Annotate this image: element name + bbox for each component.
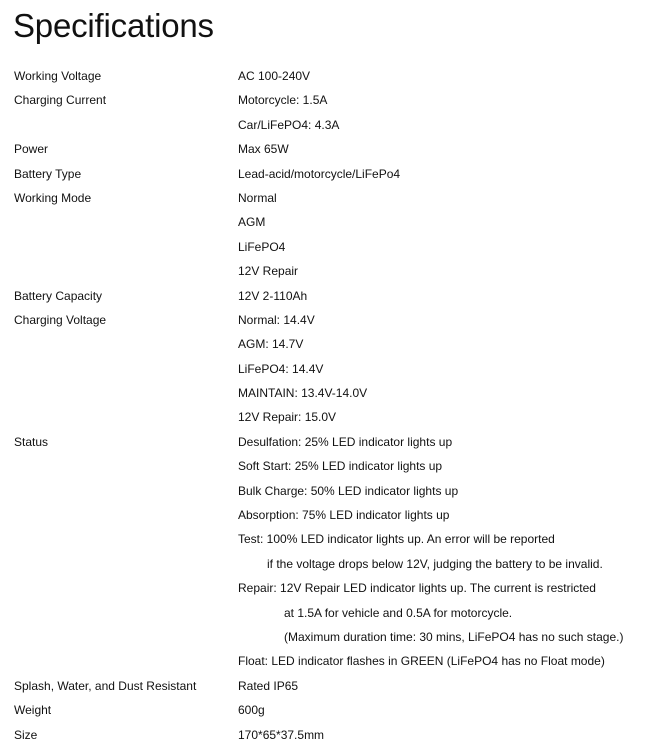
spec-label: Size bbox=[14, 727, 38, 742]
spec-row-charging-voltage-cont bbox=[0, 381, 646, 405]
spec-row-charging-voltage-cont bbox=[0, 357, 646, 381]
spec-label: Working Voltage bbox=[14, 69, 102, 83]
spec-row-status-cont bbox=[0, 625, 646, 649]
spec-row-working-voltage bbox=[0, 64, 646, 88]
spec-row-charging-voltage-cont bbox=[0, 405, 646, 429]
spec-value: 170*65*37.5mm bbox=[238, 727, 325, 742]
spec-value: Repair: 12V Repair LED indicator lights up. The current is restricted bbox=[238, 581, 596, 596]
spec-row-working-mode-cont bbox=[0, 235, 646, 259]
spec-value: Normal bbox=[238, 190, 277, 205]
spec-value: at 1.5A for vehicle and 0.5A for motorcycle. bbox=[284, 605, 513, 620]
spec-label: Splash, Water, and Dust Resistant bbox=[14, 678, 197, 693]
spec-row-status-cont bbox=[0, 454, 646, 478]
spec-value: Motorcycle: 1.5A bbox=[238, 93, 328, 108]
spec-row-charging-current-cont bbox=[0, 113, 646, 137]
spec-row-size bbox=[0, 723, 646, 747]
spec-row-battery-type bbox=[0, 162, 646, 186]
spec-value: Test: 100% LED indicator lights up. An error will be reported bbox=[238, 532, 555, 547]
spec-value: Rated IP65 bbox=[238, 678, 299, 693]
spec-row-status bbox=[0, 430, 646, 454]
spec-value: 12V Repair bbox=[238, 264, 299, 279]
spec-value: AGM bbox=[238, 215, 266, 230]
spec-row-status-cont bbox=[0, 649, 646, 673]
spec-table bbox=[0, 64, 646, 747]
spec-value: Car/LiFePO4: 4.3A bbox=[238, 117, 340, 132]
spec-row-charging-voltage bbox=[0, 308, 646, 332]
spec-row-battery-capacity bbox=[0, 284, 646, 308]
spec-label: Charging Current bbox=[14, 93, 107, 108]
spec-value: AGM: 14.7V bbox=[238, 337, 304, 352]
spec-value: (Maximum duration time: 30 mins, LiFePO4 has no such stage.) bbox=[284, 629, 624, 644]
spec-label: Power bbox=[14, 142, 49, 157]
spec-value: LiFePO4 bbox=[238, 239, 286, 254]
spec-row-power bbox=[0, 137, 646, 161]
spec-label: Weight bbox=[14, 703, 52, 718]
spec-label: Working Mode bbox=[14, 190, 92, 205]
spec-row-status-cont bbox=[0, 527, 646, 551]
spec-row-status-cont bbox=[0, 503, 646, 527]
spec-label: Charging Voltage bbox=[14, 312, 107, 327]
spec-value: Soft Start: 25% LED indicator lights up bbox=[238, 459, 443, 474]
spec-value: Absorption: 75% LED indicator lights up bbox=[238, 508, 450, 523]
spec-label: Status bbox=[14, 434, 49, 449]
spec-row-working-mode-cont bbox=[0, 210, 646, 234]
spec-value: 12V 2-110Ah bbox=[238, 288, 308, 303]
spec-row-charging-voltage-cont bbox=[0, 332, 646, 356]
spec-row-resistance bbox=[0, 674, 646, 698]
spec-value: Float: LED indicator flashes in GREEN (LiFePO4 has no Float mode) bbox=[238, 654, 605, 669]
spec-label: Battery Capacity bbox=[14, 288, 103, 303]
spec-value: 12V Repair: 15.0V bbox=[238, 410, 337, 425]
spec-row-status-cont bbox=[0, 601, 646, 625]
spec-value: Max 65W bbox=[238, 142, 289, 157]
spec-value: AC 100-240V bbox=[238, 69, 311, 83]
spec-value: Desulfation: 25% LED indicator lights up bbox=[238, 434, 453, 449]
spec-row-working-mode-cont bbox=[0, 259, 646, 283]
spec-row-charging-current bbox=[0, 88, 646, 112]
spec-value: LiFePO4: 14.4V bbox=[238, 361, 324, 376]
spec-row-working-mode bbox=[0, 186, 646, 210]
spec-value: Normal: 14.4V bbox=[238, 312, 315, 327]
page-title: Specifications bbox=[13, 7, 214, 44]
spec-value: if the voltage drops below 12V, judging the battery to be invalid. bbox=[267, 556, 603, 571]
spec-row-weight bbox=[0, 698, 646, 722]
spec-value: Lead-acid/motorcycle/LiFePo4 bbox=[238, 166, 401, 181]
spec-value: Bulk Charge: 50% LED indicator lights up bbox=[238, 483, 459, 498]
spec-value: 600g bbox=[238, 703, 265, 718]
spec-row-status-cont bbox=[0, 576, 646, 600]
spec-value: MAINTAIN: 13.4V-14.0V bbox=[238, 386, 368, 401]
spec-row-status-cont bbox=[0, 479, 646, 503]
spec-label: Battery Type bbox=[14, 166, 82, 181]
spec-row-status-cont bbox=[0, 552, 646, 576]
